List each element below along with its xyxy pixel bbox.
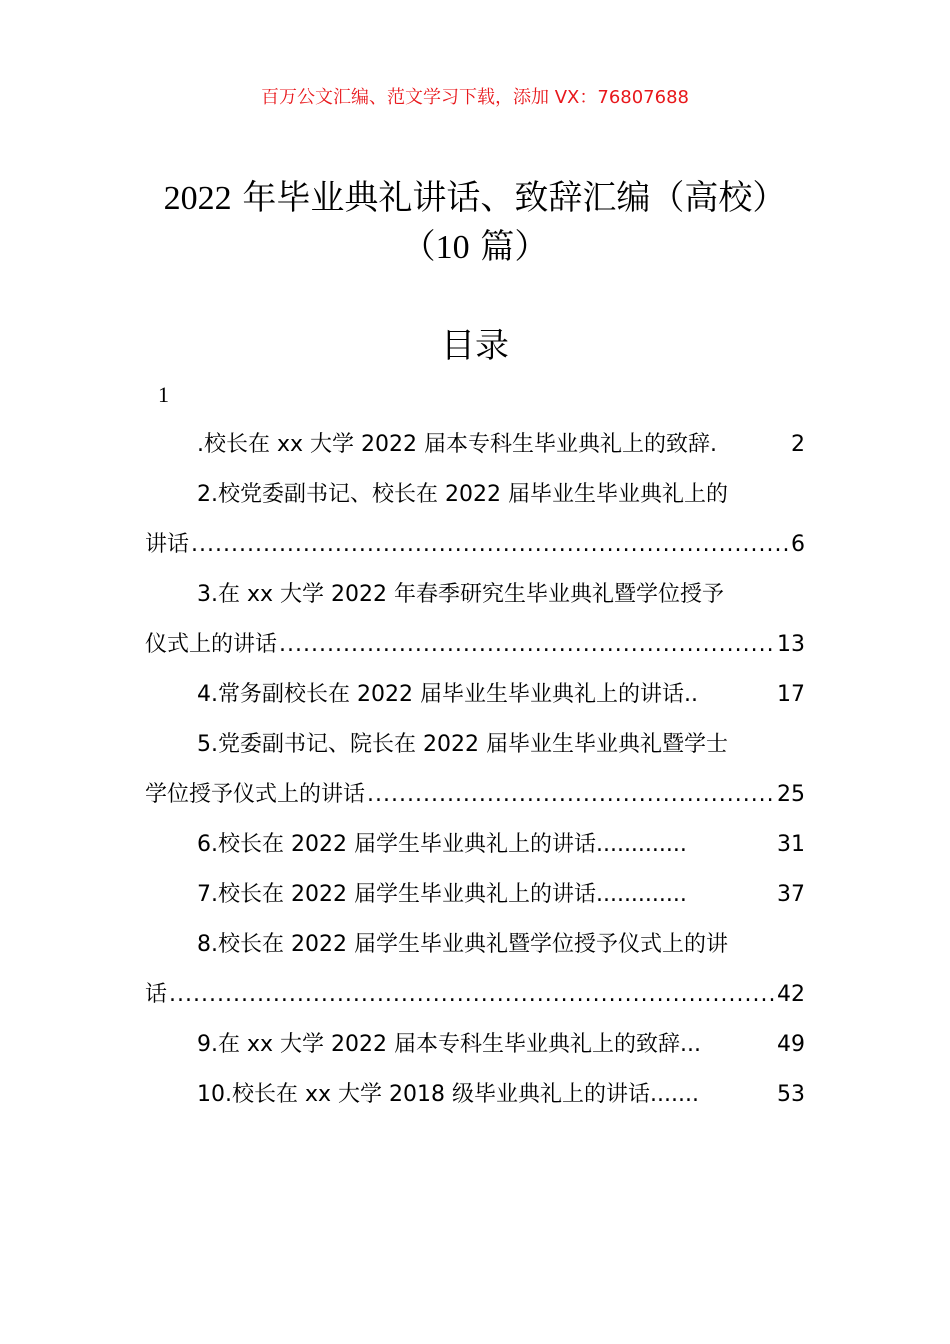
toc-entry-8[interactable]: 8.校长在 2022 届学生毕业典礼暨学位授予仪式上的讲 [197,932,728,957]
title-count: 10 [435,229,470,266]
toc-entry-8-cont[interactable] [145,970,805,1020]
toc-entry-text: 10.校长在 xx 大学 2018 级毕业典礼上的讲话....... [197,1082,699,1107]
toc-entry-4[interactable] [145,670,805,720]
toc-entry-10[interactable] [145,1070,805,1120]
toc-entry-text: 9.在 xx 大学 2022 届本专科生毕业典礼上的致辞... [197,1032,701,1057]
title-main-text: 年毕业典礼讲话、致辞汇编（高校） [231,178,787,218]
toc-entry-page: 31 [777,832,805,857]
page-marker: 1 [158,382,169,407]
toc-entry-3[interactable]: 3.在 xx 大学 2022 年春季研究生毕业典礼暨学位授予 [197,582,724,607]
toc-entry-7[interactable] [145,870,805,920]
title-count-suffix: 篇） [469,227,549,267]
toc-entry-9[interactable] [145,1020,805,1070]
toc-entry-page: 17 [777,682,805,707]
toc-entry-page: 6 [791,532,805,557]
title-line-1 [100,174,850,223]
table-of-contents [145,420,805,1120]
toc-entry-5-cont[interactable] [145,770,805,820]
toc-entry-page: 13 [777,632,805,657]
document-title [100,174,850,272]
toc-entry-page: 53 [777,1082,805,1107]
toc-entry-page: 49 [777,1032,805,1057]
toc-entry-text: 仪式上的讲话 [145,632,278,657]
toc-entry-6[interactable] [145,820,805,870]
watermark-banner: 百万公文汇编、范文学习下载，添加 VX：76807688 [261,87,689,108]
toc-entry-3-cont[interactable] [145,620,805,670]
toc-leader-dots [169,970,775,1020]
toc-entry-2[interactable]: 2.校党委副书记、校长在 2022 届毕业生毕业典礼上的 [197,482,728,507]
toc-entry-page: 2 [791,432,805,457]
toc-entry-text: 7.校长在 2022 届学生毕业典礼上的讲话............. [197,882,687,907]
toc-entry-text: 讲话 [145,532,190,557]
title-line-2 [100,223,850,272]
toc-entry-text: 学位授予仪式上的讲话 [145,782,366,807]
toc-entry-text: 4.常务副校长在 2022 届毕业生毕业典礼上的讲话.. [197,682,698,707]
title-paren-open: （ [401,227,436,267]
toc-entry-5[interactable]: 5.党委副书记、院长在 2022 届毕业生毕业典礼暨学士 [197,732,728,757]
toc-heading: 目录 [441,326,509,366]
toc-leader-dots [367,770,775,820]
title-year: 2022 [163,180,232,217]
toc-leader-dots [279,620,775,670]
toc-entry-page: 42 [777,982,805,1007]
toc-entry-2-cont[interactable] [145,520,805,570]
toc-entry-1[interactable] [145,420,805,470]
toc-leader-dots [191,520,789,570]
toc-entry-page: 25 [777,782,805,807]
toc-entry-text: 6.校长在 2022 届学生毕业典礼上的讲话............. [197,832,687,857]
toc-entry-text: 话 [145,982,168,1007]
toc-entry-page: 37 [777,882,805,907]
toc-entry-text: .校长在 xx 大学 2022 届本专科生毕业典礼上的致辞. [197,432,717,457]
